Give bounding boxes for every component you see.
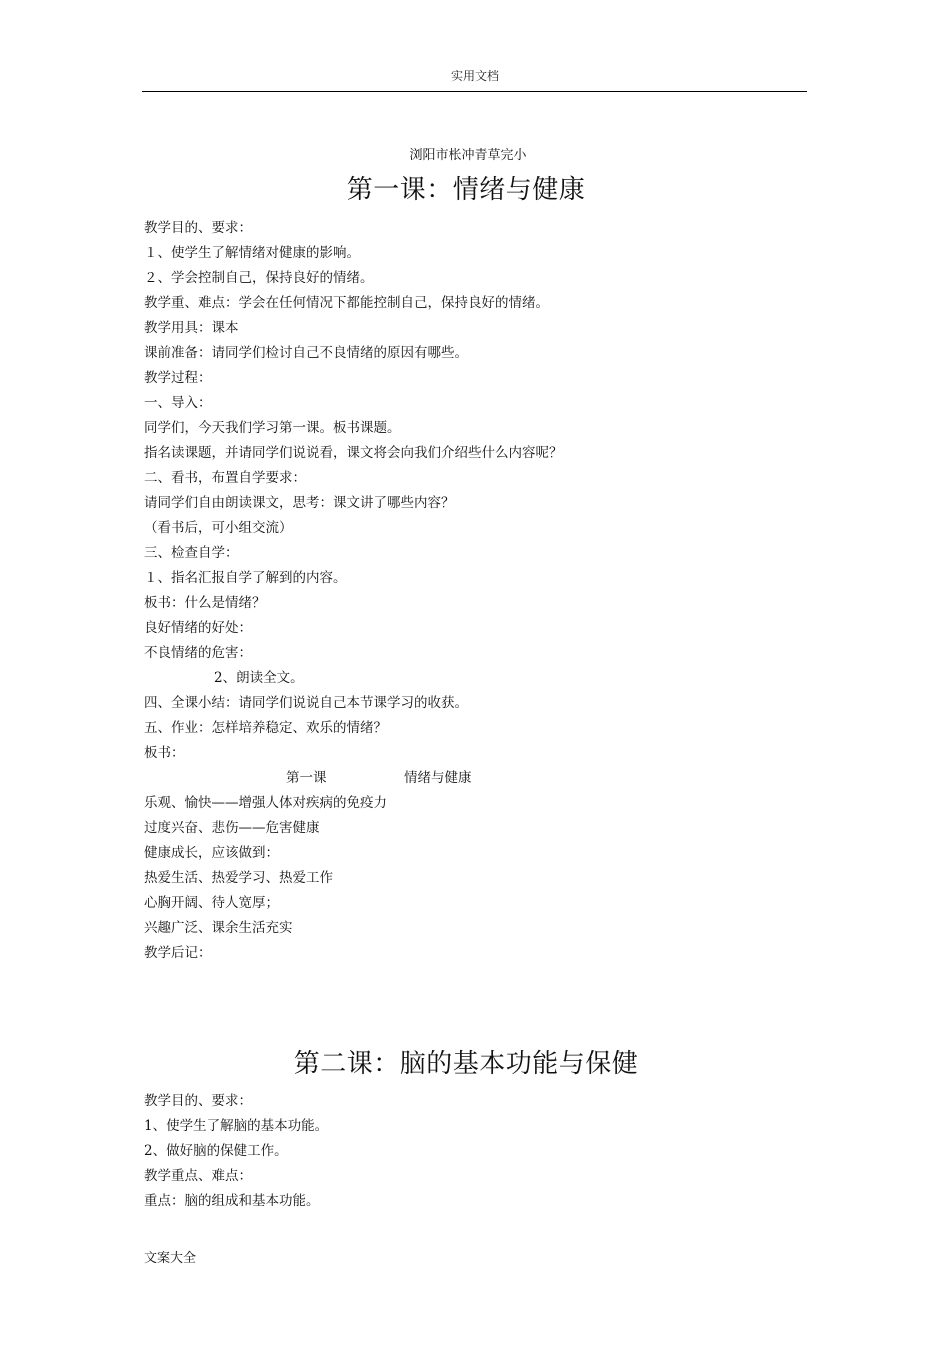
text-line: 不良情绪的危害： [144,645,252,661]
text-line: 五、作业：怎样培养稳定、欢乐的情绪？ [144,720,387,736]
board-title-topic: 情绪与健康 [404,770,472,786]
text-line: 二、看书，布置自学要求： [144,470,306,486]
text-line: 四、全课小结：请同学们说说自己本节课学习的收获。 [144,695,468,711]
text-line: 教学目的、要求： [144,1093,252,1109]
text-line: １、指名汇报自学了解到的内容。 [144,570,347,586]
text-line: 一、导入： [144,395,212,411]
text-line: 良好情绪的好处： [144,620,252,636]
text-line: 1、使学生了解脑的基本功能。 [144,1118,329,1134]
text-line: 课前准备：请同学们检讨自己不良情绪的原因有哪些。 [144,345,468,361]
board-title-lesson: 第一课 [286,770,327,786]
text-line: 同学们，今天我们学习第一课。板书课题。 [144,420,401,436]
text-line: 教学过程： [144,370,212,386]
board-title [144,766,804,791]
text-line: 教学目的、要求： [144,220,252,236]
text-line: １、使学生了解情绪对健康的影响。 [144,245,360,261]
text-line: 指名读课题，并请同学们说说看，课文将会向我们介绍些什么内容呢？ [144,445,563,461]
lesson-2-title: 第二课：脑的基本功能与保健 [293,1049,639,1079]
lesson-1-body [144,216,804,966]
text-line: 板书：什么是情绪？ [144,595,266,611]
text-line: ２、学会控制自己，保持良好的情绪。 [144,270,374,286]
board-line: 健康成长，应该做到： [144,845,279,861]
text-line: 请同学们自由朗读课文，思考：课文讲了哪些内容？ [144,495,455,511]
text-line: 三、检查自学： [144,545,239,561]
text-line: 教学用具：课本 [144,320,239,336]
text-line: 2、朗读全文。 [214,670,304,686]
text-line: 2、做好脑的保健工作。 [144,1143,288,1159]
school-name: 浏阳市枨冲青草完小 [409,148,527,163]
text-line: 重点：脑的组成和基本功能。 [144,1193,320,1209]
board-line: 过度兴奋、悲伤——危害健康 [144,820,320,836]
board-line: 乐观、愉快——增强人体对疾病的免疫力 [144,795,387,811]
page-footer: 文案大全 [144,1251,197,1266]
text-line: （看书后，可小组交流） [144,520,293,536]
board-line: 兴趣广泛、课余生活充实 [144,920,293,936]
lesson-1-title: 第一课：情绪与健康 [346,175,586,205]
board-line: 热爱生活、热爱学习、热爱工作 [144,870,333,886]
text-line: 教学重点、难点： [144,1168,252,1184]
text-line: 板书： [144,745,185,761]
board-line: 教学后记： [144,945,212,961]
text-line: 教学重、难点：学会在任何情况下都能控制自己，保持良好的情绪。 [144,295,549,311]
page-header: 实用文档 [450,69,499,83]
board-line: 心胸开阔、待人宽厚； [144,895,279,911]
lesson-2-body [144,1089,804,1214]
header-divider [142,91,807,92]
